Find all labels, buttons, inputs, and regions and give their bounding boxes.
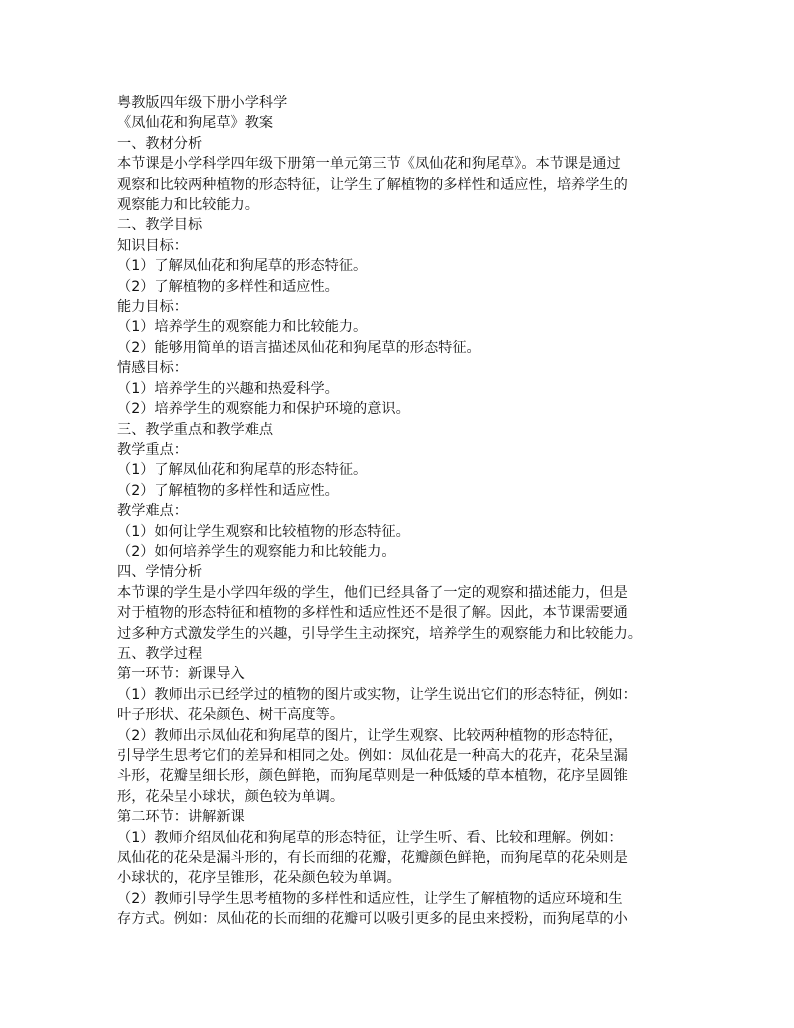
paragraph-line: 观察和比较两种植物的形态特征，让学生了解植物的多样性和适应性，培养学生的 [117, 176, 628, 193]
subheading-ability-goals: 能力目标： [117, 299, 188, 316]
list-item: （2）如何培养学生的观察能力和比较能力。 [117, 543, 396, 560]
list-item: （1）培养学生的观察能力和比较能力。 [117, 319, 368, 336]
section-heading-key-points: 三、教学重点和教学难点 [117, 421, 274, 438]
section-heading-teaching-process: 五、教学过程 [117, 645, 203, 662]
subheading-key-points: 教学重点： [117, 441, 188, 458]
list-item: （2）能够用简单的语言描述凤仙花和狗尾草的形态特征。 [117, 339, 481, 356]
subheading-emotional-goals: 情感目标： [117, 360, 188, 377]
subheading-difficulties: 教学难点： [117, 503, 188, 520]
subheading-step-two: 第二环节：讲解新课 [117, 809, 245, 826]
paragraph-line: 小球状的，花序呈锥形，花朵颜色较为单调。 [117, 870, 401, 887]
section-heading-teaching-objectives: 二、教学目标 [117, 217, 203, 234]
paragraph-line: 观察能力和比较能力。 [117, 197, 259, 214]
list-item: （1）如何让学生观察和比较植物的形态特征。 [117, 523, 410, 540]
paragraph-line: 本节课是小学科学四年级下册第一单元第三节《凤仙花和狗尾草》。本节课是通过 [117, 156, 621, 173]
paragraph-line: 形，花朵呈小球状，颜色较为单调。 [117, 788, 345, 805]
subheading-knowledge-goals: 知识目标： [117, 237, 188, 254]
section-heading-learner-analysis: 四、学情分析 [117, 564, 203, 581]
document-page [117, 93, 717, 930]
paragraph-line: 凤仙花的花朵是漏斗形的，有长而细的花瓣，花瓣颜色鲜艳，而狗尾草的花朵则是 [117, 850, 628, 867]
list-item: （2）培养学生的观察能力和保护环境的意识。 [117, 401, 410, 418]
paragraph-line: 本节课的学生是小学四年级的学生，他们已经具备了一定的观察和描述能力，但是 [117, 584, 628, 601]
doc-subtitle-line: 《凤仙花和狗尾草》教案 [117, 115, 274, 132]
list-item: （2）了解植物的多样性和适应性。 [117, 482, 339, 499]
paragraph-line: 存方式。例如：凤仙花的长而细的花瓣可以吸引更多的昆虫来授粉，而狗尾草的小 [117, 911, 628, 928]
paragraph-line: （2）教师出示凤仙花和狗尾草的图片，让学生观察、比较两种植物的形态特征， [117, 727, 623, 744]
list-item: （1）了解凤仙花和狗尾草的形态特征。 [117, 258, 368, 275]
paragraph-line: （1）教师出示已经学过的植物的图片或实物，让学生说出它们的形态特征，例如： [117, 686, 637, 703]
paragraph-line: 过多种方式激发学生的兴趣，引导学生主动探究，培养学生的观察能力和比较能力。 [117, 625, 642, 642]
section-heading-textbook-analysis: 一、教材分析 [117, 135, 203, 152]
subheading-step-one: 第一环节：新课导入 [117, 666, 245, 683]
paragraph-line: （1）教师介绍凤仙花和狗尾草的形态特征，让学生听、看、比较和理解。例如： [117, 829, 623, 846]
paragraph-line: 引导学生思考它们的差异和相同之处。例如：凤仙花是一种高大的花卉，花朵呈漏 [117, 748, 628, 764]
list-item: （2）了解植物的多样性和适应性。 [117, 278, 339, 295]
paragraph-line: 斗形，花瓣呈细长形，颜色鲜艳，而狗尾草则是一种低矮的草本植物，花序呈圆锥 [117, 768, 628, 785]
doc-title-line: 粤教版四年级下册小学科学 [117, 95, 288, 111]
paragraph-line: （2）教师引导学生思考植物的多样性和适应性，让学生了解植物的适应环境和生 [117, 890, 623, 907]
list-item: （1）培养学生的兴趣和热爱科学。 [117, 380, 339, 397]
paragraph-line: 叶子形状、花朵颜色、树干高度等。 [117, 707, 345, 724]
list-item: （1）了解凤仙花和狗尾草的形态特征。 [117, 462, 368, 479]
paragraph-line: 对于植物的形态特征和植物的多样性和适应性还不是很了解。因此，本节课需要通 [117, 605, 628, 622]
